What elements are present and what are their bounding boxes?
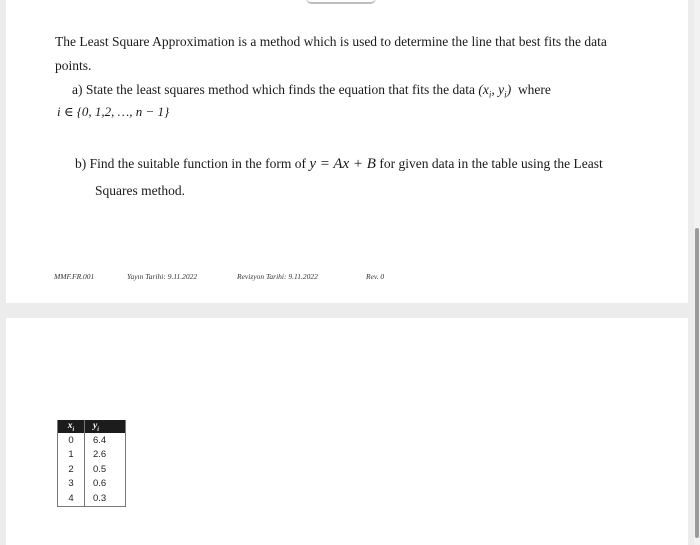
cell-y: 0.6 bbox=[85, 477, 126, 492]
cell-x: 4 bbox=[58, 491, 85, 506]
table-row bbox=[58, 448, 126, 463]
part-a-math-close: ) bbox=[506, 82, 512, 97]
data-table-header bbox=[58, 420, 126, 433]
part-a-math-open: (x bbox=[478, 82, 489, 97]
part-b-line-2: Squares method. bbox=[95, 183, 185, 198]
cell-y: 0.3 bbox=[85, 491, 126, 506]
part-b-equation: y = Ax + B bbox=[309, 156, 376, 172]
page-top-edge bbox=[306, 0, 376, 4]
cell-x: 2 bbox=[58, 462, 85, 477]
intro-line-1: The Least Square Approximation is a method which is used to determine the line that best fits the data bbox=[55, 34, 607, 49]
part-b-label: b) bbox=[75, 156, 87, 171]
footer-yayin-tarihi: Yayın Tarihi: 9.11.2022 bbox=[127, 272, 198, 281]
footer-revizyon-tarihi: Revizyon Tarihi: 9.11.2022 bbox=[237, 272, 318, 281]
part-b-text-before: Find the suitable function in the form of bbox=[89, 156, 306, 171]
header-yi: $y_i$ bbox=[85, 420, 126, 433]
part-b-text-after: for given data in the table using the Least bbox=[379, 156, 603, 171]
header-xi: $x_i$ bbox=[58, 420, 85, 433]
scrollbar-track[interactable] bbox=[694, 0, 700, 545]
part-a-sub-i-2: i bbox=[504, 89, 507, 100]
part-a-text: State the least squares method which finds the equation that fits the data bbox=[85, 82, 476, 97]
document-page-1 bbox=[6, 0, 688, 303]
part-a-math-y: , y bbox=[491, 82, 505, 97]
cell-y: 6.4 bbox=[85, 433, 126, 448]
table-row bbox=[58, 433, 126, 448]
scrollbar-thumb[interactable] bbox=[695, 228, 699, 538]
table-row bbox=[58, 491, 126, 506]
table-row bbox=[58, 477, 126, 492]
cell-y: 0.5 bbox=[85, 462, 126, 477]
cell-x: 3 bbox=[58, 477, 85, 492]
cell-x: 1 bbox=[58, 448, 85, 463]
part-a-label: a) bbox=[72, 82, 83, 97]
part-a-where: where bbox=[517, 82, 551, 97]
footer-doc-code: MMF.FR.001 bbox=[54, 272, 95, 281]
part-b-line bbox=[75, 155, 603, 173]
footer-rev: Rev. 0 bbox=[366, 272, 385, 281]
cell-y: 2.6 bbox=[85, 448, 126, 463]
intro-line-2: points. bbox=[55, 58, 92, 73]
data-table-body bbox=[58, 433, 126, 506]
table-row bbox=[58, 462, 126, 477]
data-table bbox=[57, 420, 126, 507]
part-a-sub-i: i bbox=[488, 89, 492, 100]
part-a-domain: i ∈ {0, 1,2, …, n − 1} bbox=[57, 104, 170, 119]
part-a-line bbox=[72, 81, 551, 104]
cell-x: 0 bbox=[58, 433, 85, 448]
